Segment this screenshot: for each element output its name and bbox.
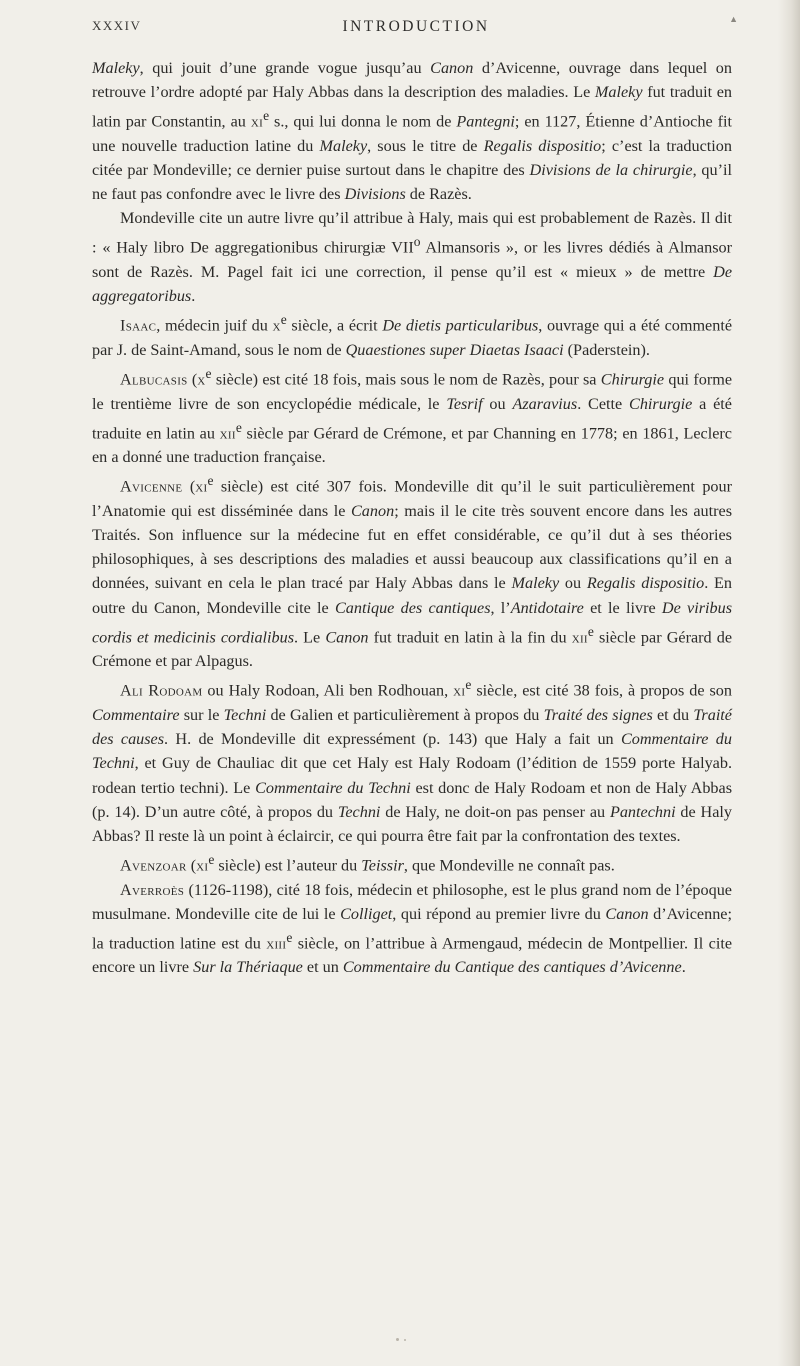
body-text (92, 56, 732, 980)
running-title: INTRODUCTION (342, 18, 490, 35)
paragraph-avenzoar: Avenzoar ($xi^e$ siècle) est l’auteur du Teissir, que Mondeville ne connaît pas. (120, 851, 615, 875)
ornament-mark: ▲ (729, 14, 738, 24)
running-head (92, 14, 740, 40)
paragraph-isaac: Isaac, médecin juif du $x^e$ siècle, a écrit De dietis particularibus, ouvrage qui a été commenté par J. de Saint-Amand, sous le nom de Quaestiones super Diaetas Isaaci (Paderstein). (92, 312, 733, 359)
paper-speck (404, 1339, 406, 1341)
page-edge-shadow (778, 0, 800, 1366)
paragraph-maleky: Maleky, qui jouit d’une grande vogue jusqu’au Canon d’Avicenne, ouvrage dans lequel on retrouve l’ordre adopté par Haly Abbas dans la description des maladies. Le Maleky fut traduit en latin par Constantin, au $xi^e$ s., qui lui donna le nom de Pantegni; en 1127, Étienne d’Antioche fit une nouvelle traduction latine du Maleky, sous le titre de Regalis dispositio; c’est la traduction citée par Mondeville; ce dernier puise surtout dans le chapitre des Divisions de la chirurgie, qu’il ne faut pas confondre avec le livre des Divisions de Razès. (92, 59, 732, 204)
paragraph-avicenne: Avicenne ($xi^e$ siècle) est cité 307 fois. Mondeville dit qu’il le suit particulièrement pour l’Anatomie qui est disséminée dans le Canon; mais il le cite très souvent encore dans les autres Traités. Son influence sur la médecine fut en effet considérable, ce qu’il dut à ses théories philosophiques, à ses descriptions des maladies et aussi beaucoup aux classifications qu’il en a données, suivant en cela le plan tracé par Haly Abbas dans le Maleky ou Regalis dispositio. En outre du Canon, Mondeville cite le Cantique des cantiques, l’Antidotaire et le livre De viribus cordis et medicinis cordialibus. Le Canon fut traduit en latin à la fin du xii$^e$ siècle par Gérard de Crémone et par Alpagus. (92, 473, 733, 671)
paragraph-averroes: Averroès (1126-1198), cité 18 fois, médecin et philosophe, est le plus grand nom de l’époque musulmane. Mondeville cite de lui le Colliget, qui répond au premier livre du Canon d’Avicenne; la traduction latine est du xiii$^e$ siècle, on l’attribue à Armengaud, médecin de Montpellier. Il cite encore un livre Sur la Thériaque et un Commentaire du Cantique des cantiques d’Avicenne. (92, 880, 733, 977)
paper-speck (396, 1338, 399, 1341)
page-number: XXXIV (92, 18, 142, 33)
paragraph-albucasis: Albucasis ($x^e$ siècle) est cité 18 fois, mais sous le nom de Razès, pour sa Chirurgie qui forme le trentième livre de son encyclopédie médicale, le Tesrif ou Azaravius. Cette Chirurgie a été traduite en latin au xii$^e$ siècle par Gérard de Crémone, et par Channing en 1778; en 1861, Leclerc en a donné une traduction française. (92, 366, 732, 467)
paragraph-haly-almansor: Mondeville cite un autre livre qu’il attribue à Haly, mais qui est probablement de Razès. Il dit : « Haly libro De aggregationibus chirurgiæ VII$^o$ Almansoris », or les livres dédiés à Almansor sont de Razès. M. Pagel fait ici une correction, il pense qu’il est « mieux » de mettre De aggregatoribus. (92, 209, 732, 306)
paragraph-ali-rodoam: Ali Rodoam ou Haly Rodoan, Ali ben Rodhouan, $xi^e$ siècle, est cité 38 fois, à propos de son Commentaire sur le Techni de Galien et particulièrement à propos du Traité des signes et du Traité des causes. H. de Mondeville dit expressément (p. 143) que Haly a fait un Commentaire du Techni, et Guy de Chauliac dit que cet Haly est Haly Rodoam (l’édition de 1559 porte Halyab. rodean tertio techni). Le Commentaire du Techni est donc de Haly Rodoam et non de Haly Abbas (p. 14). D’un autre côté, à propos du Techni de Haly, ne doit-on pas penser au Pantechni de Haly Abbas? Il reste là un point à éclaircir, ce qui pourra être fait par la confrontation des textes. (92, 677, 732, 845)
